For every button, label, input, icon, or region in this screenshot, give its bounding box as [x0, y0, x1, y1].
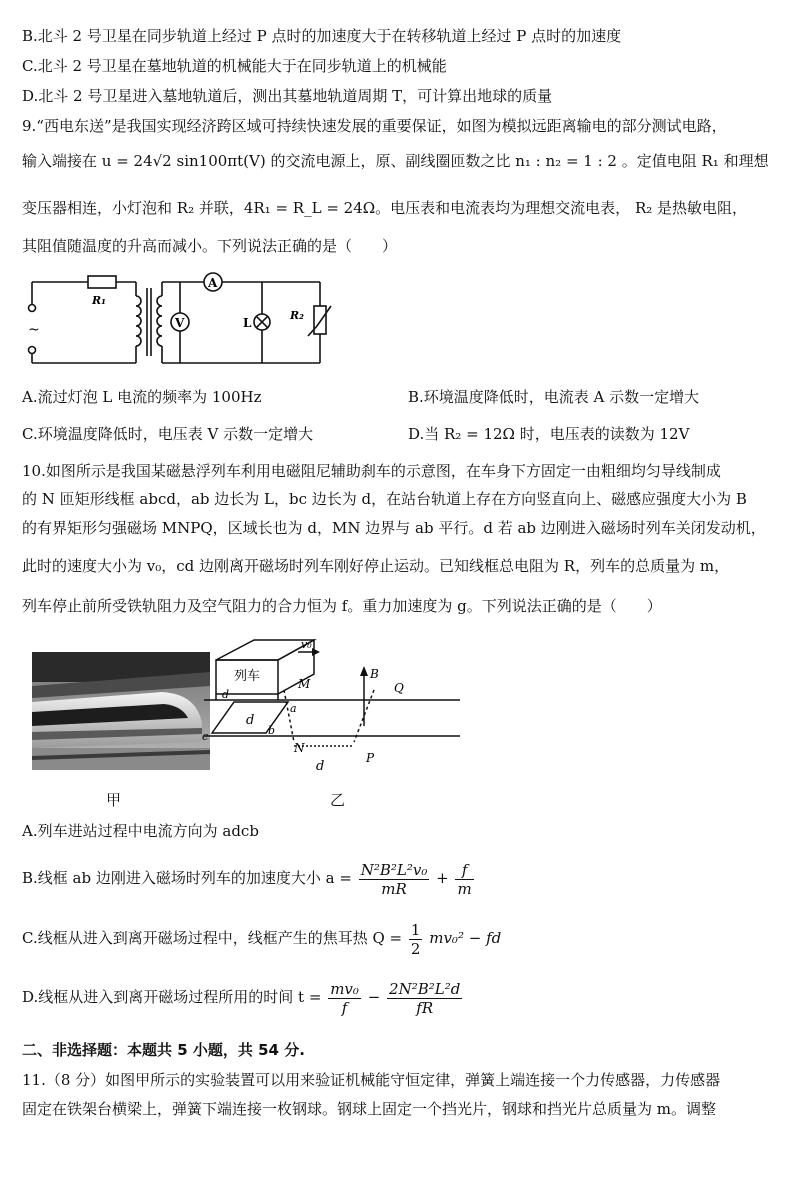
boundary-mn: [284, 690, 294, 742]
corner-a-label: a: [290, 702, 297, 715]
q9-stem-line3: 变压器相连，小灯泡和 R₂ 并联，4R₁ = R_L = 24Ω。电压表和电流表均为理想交流电表， R₂ 是热敏电阻，: [22, 199, 748, 217]
q9-stem-line4: 其阻值随温度的升高而减小。下列说法正确的是（ ）: [22, 237, 398, 255]
q9-option-a: A.流过灯泡 L 电流的频率为 100Hz: [22, 388, 262, 406]
q10-option-b: [22, 858, 476, 898]
q9-option-d: D.当 R₂ = 12Ω 时，电压表的读数为 12V: [408, 425, 690, 443]
q10c-prefix: C.线框从进入到离开磁场过程中，线框产生的焦耳热 Q =: [22, 929, 403, 947]
point-m-label: M: [298, 677, 311, 691]
q10b-fraction-1: $\frac{\text{N²B²L²v₀}}{mR}$: [360, 860, 428, 898]
q10c-fraction: $\frac{1}{2}$: [410, 920, 421, 958]
q10b-fraction-2: $\frac{f}{m}$: [457, 860, 472, 898]
field-width-label: d: [316, 759, 325, 774]
q9-option-b: B.环境温度降低时，电流表 A 示数一定增大: [408, 388, 700, 406]
q10c-suffix: mv₀² − fd: [429, 929, 502, 947]
q11-stem-line2: 固定在铁架台横梁上，弹簧下端连接一枚钢球。钢球上固定一个挡光片，钢球和挡光片总质量为 m。调整: [22, 1100, 716, 1118]
q10d-prefix: D.线框从进入到离开磁场过程所用的时间 t =: [22, 988, 322, 1006]
r1-label: R₁: [92, 294, 106, 307]
corner-b-label: b: [268, 724, 276, 737]
q10-stem-line5: 列车停止前所受铁轨阻力及空气阻力的合力恒为 f。重力加速度为 g。下列说法正确的是（ ）: [22, 597, 662, 615]
q10d-fraction-1: $\frac{\text{mv₀}}{f}$: [330, 979, 359, 1017]
q11-stem-line1: 11.（8 分）如图甲所示的实验装置可以用来验证机械能守恒定律，弹簧上端连接一个力传感器，力传感器: [22, 1071, 721, 1089]
q8-option-b: B.北斗 2 号卫星在同步轨道上经过 P 点时的加速度大于在转移轨道上经过 P 点时的加速度: [22, 27, 622, 45]
q10-stem-line1: 10.如图所示是我国某磁悬浮列车利用电磁阻尼辅助刹车的示意图，在车身下方固定一由粗细均匀导线制成: [22, 462, 721, 480]
r2-label: R₂: [290, 309, 304, 322]
q10d-fraction-2: $\frac{\text{2N²B²L²d}}{fR}$: [389, 979, 461, 1017]
q9-option-c: C.环境温度降低时，电压表 V 示数一定增大: [22, 425, 314, 443]
q9-stem-line2: 输入端接在 u = 24√2 sin100πt(V) 的交流电源上，原、副线圈匝数之比 n₁ : n₂ = 1 : 2 。定值电阻 R₁ 和理想: [22, 152, 769, 170]
figure-caption-jia: 甲: [106, 791, 122, 809]
train-photo: [32, 652, 210, 770]
q10-option-d: [22, 977, 464, 1017]
maglev-schematic: [198, 630, 463, 780]
q10-stem-line2: 的 N 匝矩形线框 abcd，ab 边长为 L，bc 边长为 d，在站台轨道上存在方向竖直向上、磁感应强度大小为 B: [22, 490, 747, 508]
field-b-label: B: [370, 667, 379, 681]
q10b-prefix: B.线框 ab 边刚进入磁场时列车的加速度大小 a =: [22, 869, 352, 887]
q10b-plus: +: [436, 869, 449, 887]
section-heading: 二、非选择题：本题共 5 小题，共 54 分.: [22, 1041, 305, 1059]
q8-option-c: C.北斗 2 号卫星在墓地轨道的机械能大于在同步轨道上的机械能: [22, 57, 447, 75]
v0-label: v₀: [301, 638, 312, 651]
point-p-label: P: [366, 751, 375, 765]
q8-option-d: D.北斗 2 号卫星进入墓地轨道后，测出其墓地轨道周期 T，可计算出地球的质量: [22, 87, 553, 105]
lamp-label: L: [243, 316, 252, 330]
train-label: 列车: [234, 669, 261, 684]
q9-circuit-diagram: [18, 262, 338, 374]
point-n-label: N: [294, 741, 305, 755]
q10-option-a: A.列车进站过程中电流方向为 adcb: [22, 822, 259, 840]
q10d-minus: −: [367, 988, 381, 1006]
ammeter-label: A: [208, 276, 218, 290]
frame-width-label: d: [246, 713, 255, 728]
ac-source-symbol: ~: [28, 322, 40, 338]
corner-d-label: d: [222, 688, 230, 701]
point-q-label: Q: [394, 681, 404, 695]
figure-caption-yi: 乙: [330, 791, 346, 809]
q9-stem-line1: 9.“西电东送”是我国实现经济跨区域可持续快速发展的重要保证，如图为模拟远距离输电的部分测试电路，: [22, 117, 727, 135]
q10-stem-line4: 此时的速度大小为 v₀，cd 边刚离开磁场时列车刚好停止运动。已知线框总电阻为 R，列车的总质量为 m，: [22, 557, 730, 575]
corner-c-label: c: [202, 730, 209, 743]
r1-resistor: [88, 276, 116, 288]
q10-stem-line3: 的有界矩形匀强磁场 MNPQ，区域长也为 d，MN 边界与 ab 平行。d 若 ab 边刚进入磁场时列车关闭发动机，: [22, 519, 766, 537]
q10-option-c: [22, 918, 501, 958]
r2-thermistor: [314, 306, 326, 334]
voltmeter-label: V: [175, 316, 185, 330]
